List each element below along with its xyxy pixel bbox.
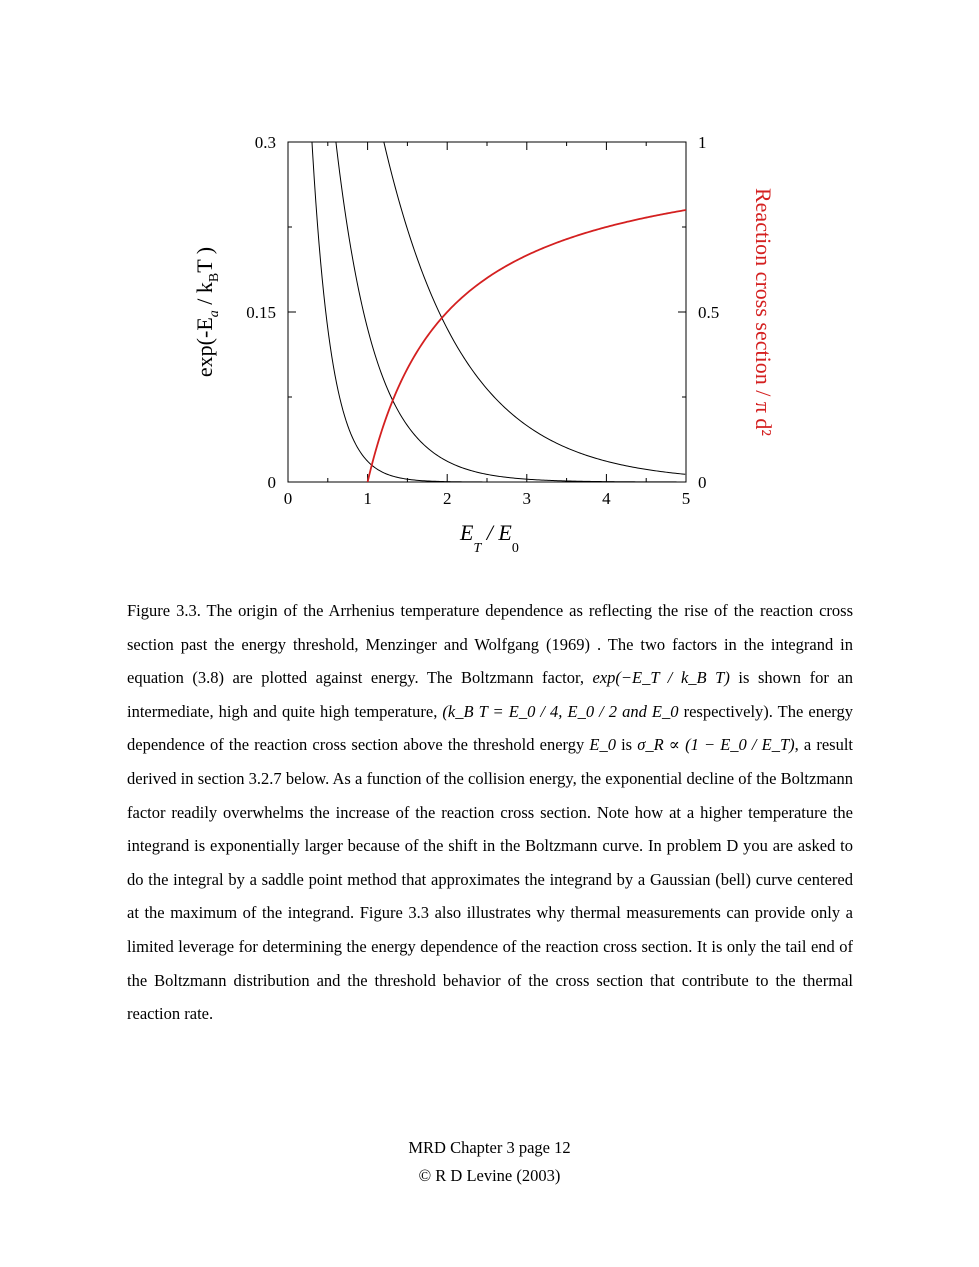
x-tick-label: 4 — [602, 489, 611, 508]
caption-text-3: respectively). The energy dependence of the reaction cross section above the threshold energy — [127, 701, 853, 755]
x-tick-label: 0 — [283, 489, 293, 508]
boltzmann-curve-2 — [292, 122, 685, 474]
caption-math-cross-section: σ_R ∝ (1 − E_0 / E_T) — [637, 735, 795, 755]
x-tick-label: 3 — [522, 489, 532, 508]
curves — [292, 122, 686, 482]
figure-3-3-chart — [0, 0, 979, 600]
y-tick-label-right: 0 — [698, 473, 707, 492]
y-tick-label-left: 0.15 — [246, 303, 276, 322]
footer-copyright: © R D Levine (2003) — [418, 1166, 561, 1185]
x-tick-label: 5 — [681, 489, 691, 508]
x-axis-label: $E_T / E_0$ — [460, 520, 519, 556]
caption-math-temperatures: (k_B T = E_0 / 4, E_0 / 2 and E_0 — [442, 701, 679, 721]
plot-frame — [288, 142, 686, 482]
y-tick-label-left: 0 — [267, 473, 276, 492]
y-axis-label-left: $\exp(-E_a / k_BT$ ) — [192, 246, 222, 378]
y-tick-label-right: 0.5 — [698, 303, 720, 322]
caption-math-threshold: E_0 — [589, 735, 616, 755]
caption-text-4: is — [615, 735, 638, 755]
x-tick-label: 1 — [363, 489, 372, 508]
y-tick-label-left: 0.3 — [254, 133, 276, 152]
x-tick-label: 2 — [442, 489, 452, 508]
caption-text-5: , a result derived in section 3.2.7 below. As a function of the collision energy, the exponential decline of the Boltzmann factor readily overwhelms the increase of the reaction cross section. Note how at a higher temperature the integrand is exponentially larger because of the shift in the Boltzmann curve. In problem D you are asked to do the integral by a saddle point method that approximates the integrand by a Gaussian (bell) curve centered at the maximum of the integrand. Figure 3.3 also illustrates why thermal measurements can provide only a limited leverage for determining the energy dependence of the reaction cross section. It is only the tail end of the Boltzmann distribution and the threshold behavior of the cross section that contribute to the thermal reaction rate. — [127, 735, 853, 1024]
page-footer — [0, 1134, 979, 1190]
y-axis-label-right: Reaction cross section / π d² — [751, 187, 776, 437]
boltzmann-curve-0 — [292, 122, 685, 482]
tick-labels — [246, 133, 719, 508]
caption-text-2: is shown for an intermediate, high and quite high temperature, — [127, 668, 853, 721]
cross-section-curve — [368, 210, 686, 482]
y-tick-label-right: 1 — [698, 133, 707, 152]
footer-chapter-page: MRD Chapter 3 page 12 — [408, 1138, 571, 1157]
caption-text-1: Figure 3.3. The origin of the Arrhenius temperature dependence as reflecting the rise of the reaction cross section past the energy threshold, Menzinger and Wolfgang (1969) . The two factors in the integrand in equation (3.8) are plotted against energy. The Boltzmann factor, — [127, 601, 853, 688]
figure-caption — [127, 594, 853, 1031]
boltzmann-curve-1 — [292, 122, 685, 482]
caption-math-boltzmann: exp(−E_T / k_B T) — [592, 668, 730, 688]
axis-ticks — [288, 142, 686, 482]
